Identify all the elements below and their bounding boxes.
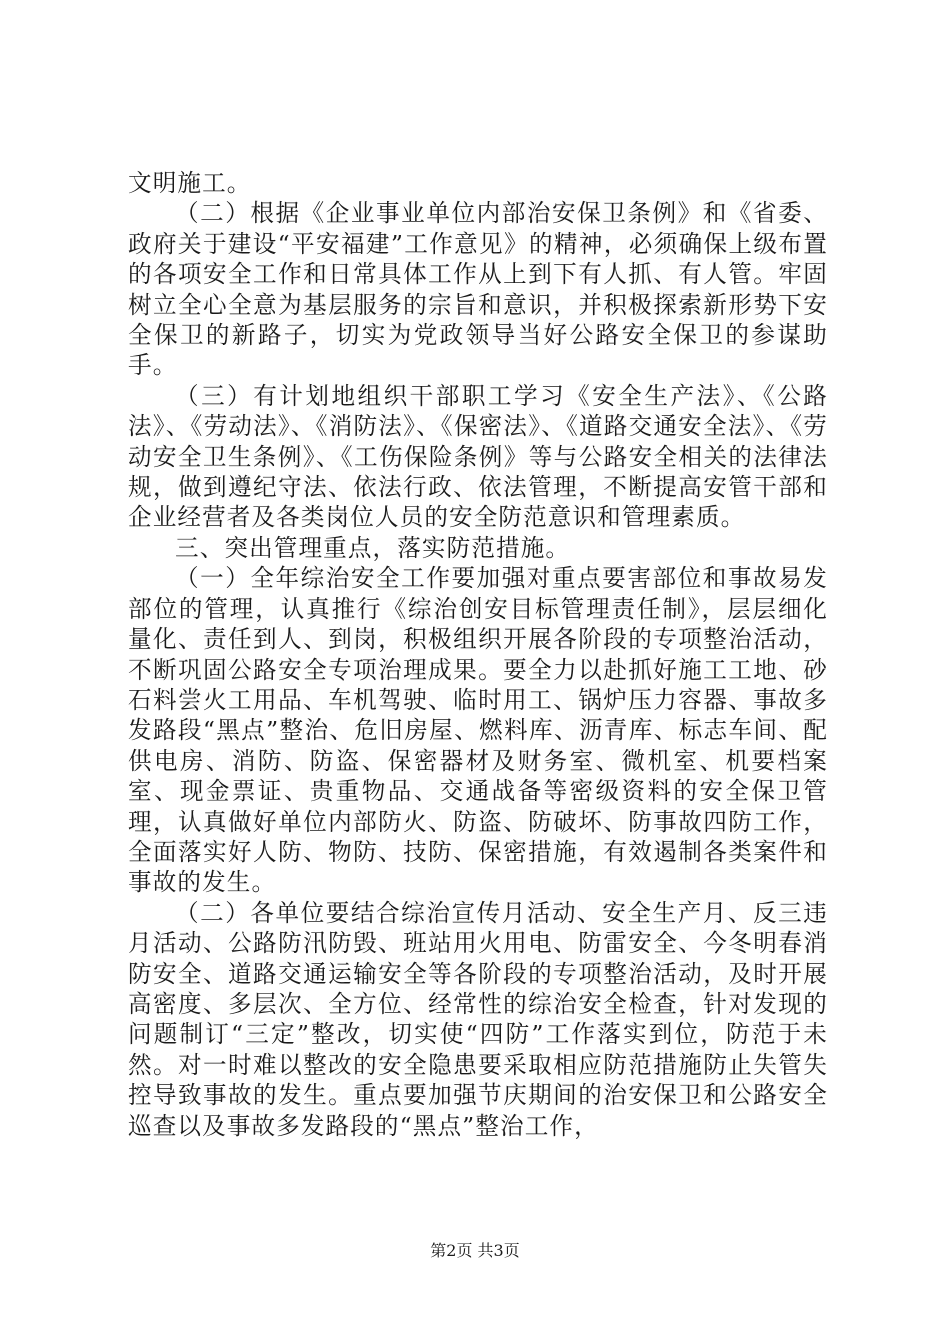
section-heading-3: 三、突出管理重点，落实防范措施。 (175, 533, 571, 562)
paragraph-continuation: 文明施工。 (128, 169, 252, 197)
paragraph-section-2-item-2: （二）根据《企业事业单位内部治安保卫条例》和《省委、政府关于建设“平安福建”工作意见》的精神，必须确保上级布置的各项安全工作和日常具体工作从上到下有人抓、有人管。牢固树立全心全意为基层服务的宗旨和意识，并积极探索新形势下安全保卫的新路子，切实为党政领导当好公路安全保卫的参谋助手。 (128, 199, 828, 380)
paragraph-section-3-item-2: （二）各单位要结合综治宣传月活动、安全生产月、反三违月活动、公路防汛防毁、班站用火用电、防雷安全、今冬明春消防安全、道路交通运输安全等各阶段的专项整治活动，及时开展高密度、多层次、全方位、经常性的综治安全检查，针对发现的问题制订“三定”整改，切实使“四防”工作落实到位，防范于未然。对一时难以整改的安全隐患要采取相应防范措施防止失管失控导致事故的发生。重点要加强节庆期间的治安保卫和公路安全巡查以及事故多发路段的“黑点”整治工作， (128, 898, 828, 1140)
document-body (128, 168, 828, 1141)
paragraph-section-2-item-3: （三）有计划地组织干部职工学习《安全生产法》、《公路法》、《劳动法》、《消防法》、《保密法》、《道路交通安全法》、《劳动安全卫生条例》、《工伤保险条例》等与公路安全相关的法律法规，做到遵纪守法、依法行政、依法管理，不断提高安管干部和企业经营者及各类岗位人员的安全防范意识和管理素质。 (128, 381, 828, 532)
paragraph-section-3-item-1: （一）全年综治安全工作要加强对重点要害部位和事故易发部位的管理，认真推行《综治创安目标管理责任制》，层层细化量化、责任到人、到岗，积极组织开展各阶段的专项整治活动，不断巩固公路安全专项治理成果。要全力以赴抓好施工工地、砂石料尝火工用品、车机驾驶、临时用工、锅炉压力容器、事故多发路段“黑点”整治、危旧房屋、燃料库、沥青库、标志车间、配供电房、消防、防盗、保密器材及财务室、微机室、机要档案室、现金票证、贵重物品、交通战备等密级资料的安全保卫管理，认真做好单位内部防火、防盗、防破坏、防事故四防工作，全面落实好人防、物防、技防、保密措施，有效遏制各类案件和事故的发生。 (128, 564, 828, 897)
page-number-footer: 第2页 共3页 (430, 1241, 520, 1260)
